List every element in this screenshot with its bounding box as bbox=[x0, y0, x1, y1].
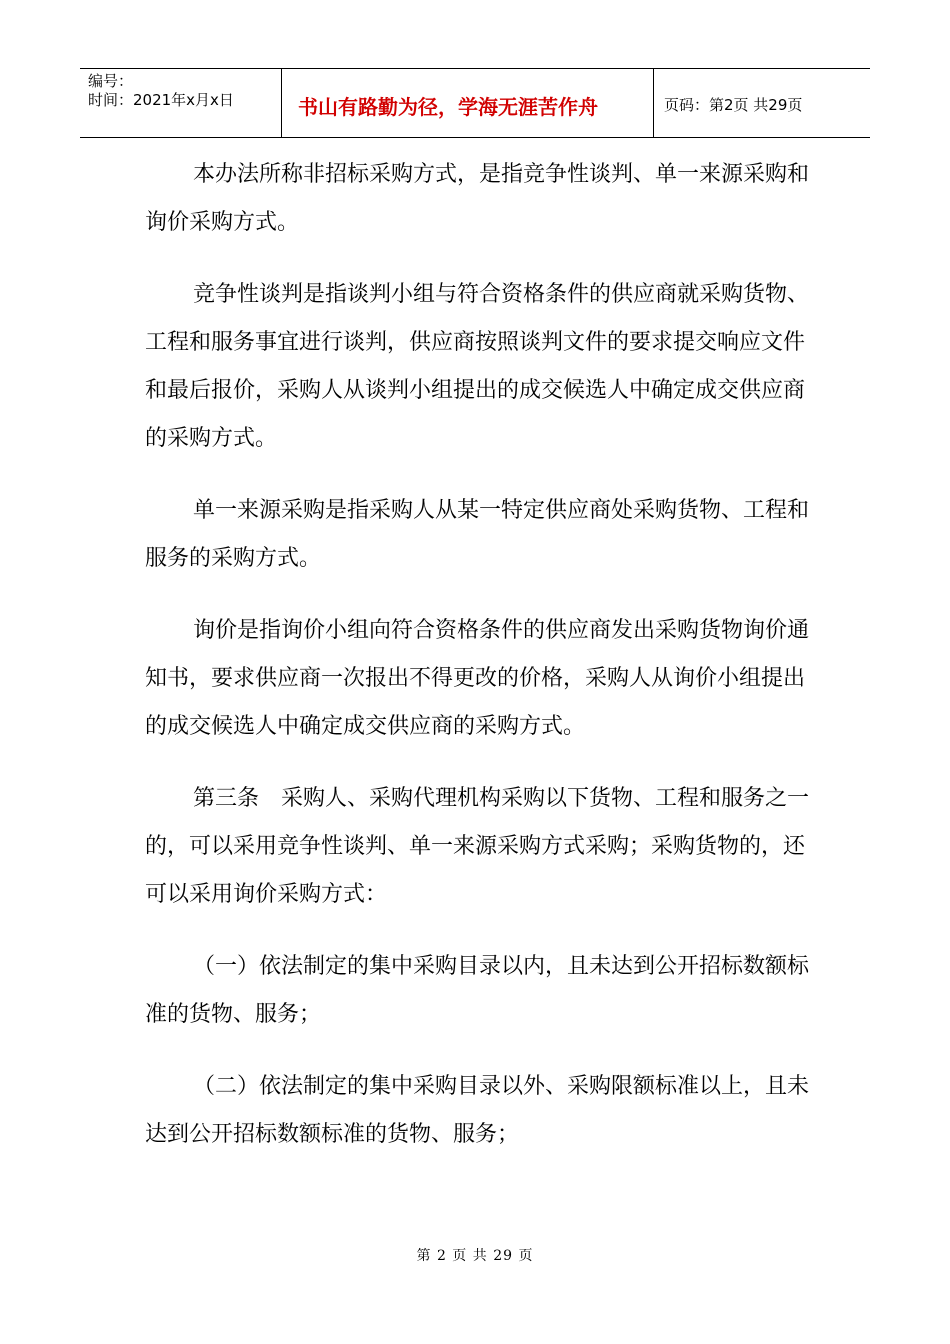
document-body bbox=[145, 151, 810, 1183]
paragraph: 第三条 采购人、采购代理机构采购以下货物、工程和服务之一的，可以采用竞争性谈判、单一来源采购方式采购；采购货物的，还可以采用询价采购方式： bbox=[145, 786, 810, 907]
paragraph: 单一来源采购是指采购人从某一特定供应商处采购货物、工程和服务的采购方式。 bbox=[145, 498, 810, 571]
motto-text: 书山有路勤为径，学海无涯苦作舟 bbox=[298, 94, 598, 119]
paragraph: （一）依法制定的集中采购目录以内，且未达到公开招标数额标准的货物、服务； bbox=[145, 954, 810, 1027]
paragraph: 询价是指询价小组向符合资格条件的供应商发出采购货物询价通知书，要求供应商一次报出不得更改的价格，采购人从询价小组提出的成交候选人中确定成交供应商的采购方式。 bbox=[145, 618, 810, 739]
page-header bbox=[80, 68, 870, 138]
header-meta bbox=[80, 69, 282, 137]
paragraph: 竞争性谈判是指谈判小组与符合资格条件的供应商就采购货物、工程和服务事宜进行谈判，供应商按照谈判文件的要求提交响应文件和最后报价，采购人从谈判小组提出的成交候选人中确定成交供应商的采购方式。 bbox=[145, 282, 810, 451]
header-page-info bbox=[654, 69, 870, 137]
page-footer bbox=[0, 1245, 950, 1265]
paragraph: （二）依法制定的集中采购目录以外、采购限额标准以上，且未达到公开招标数额标准的货物、服务； bbox=[145, 1074, 810, 1147]
footer-page-number: 第 2 页 共 29 页 bbox=[416, 1248, 534, 1264]
header-page-label: 页码：第2页 共29页 bbox=[664, 95, 803, 114]
header-motto bbox=[282, 69, 654, 137]
paragraph: 本办法所称非招标采购方式，是指竞争性谈判、单一来源采购和询价采购方式。 bbox=[145, 162, 810, 235]
document-time-label: 时间：2021年x月x日 bbox=[88, 91, 234, 109]
document-number-label: 编号： bbox=[88, 72, 134, 90]
